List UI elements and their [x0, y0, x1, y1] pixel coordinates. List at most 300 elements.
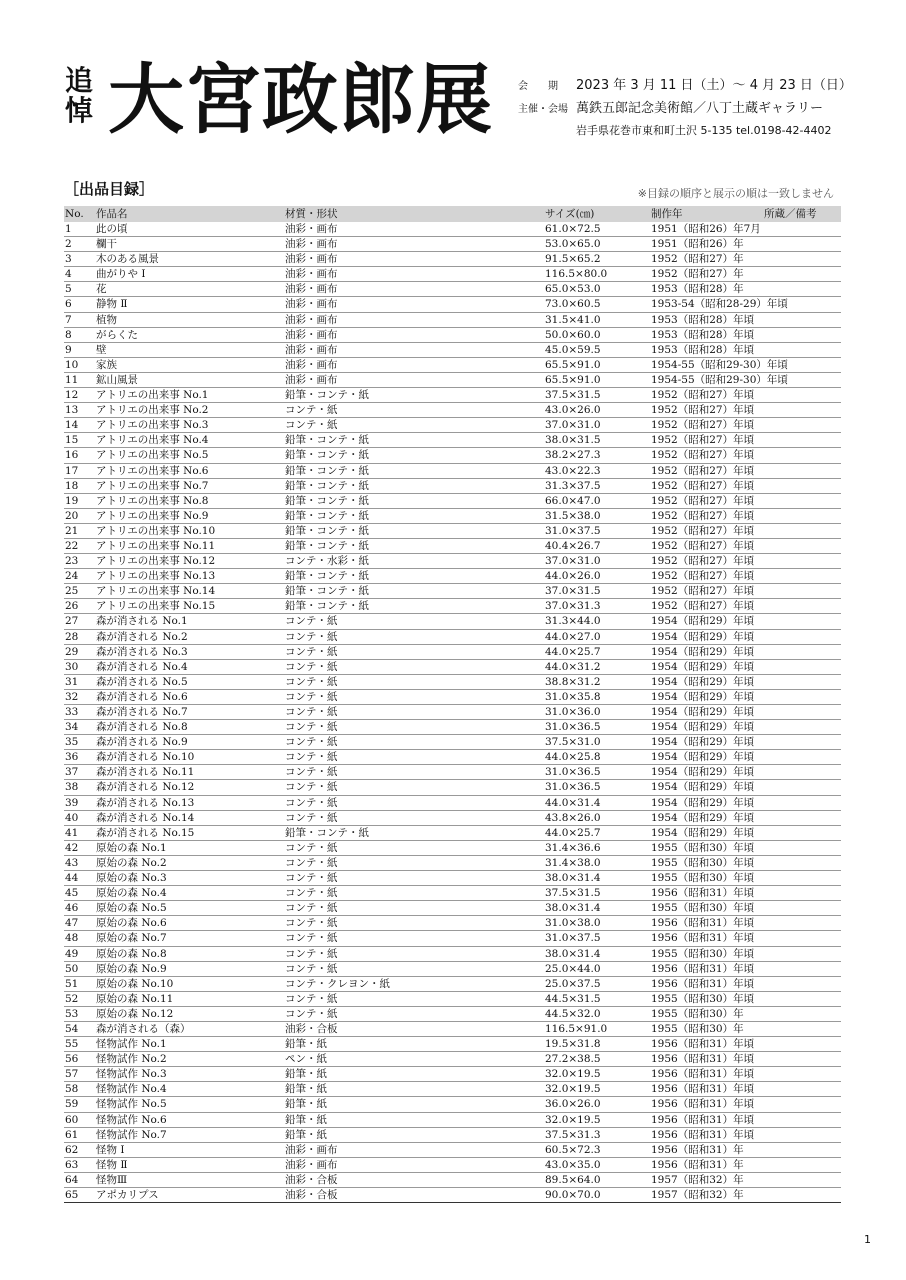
row-material: コンテ・紙	[285, 962, 338, 975]
row-year: 1954（昭和29）年頃	[651, 645, 755, 658]
row-no: 24	[65, 570, 79, 583]
row-no: 52	[65, 992, 79, 1005]
row-no: 19	[65, 494, 79, 507]
row-year: 1955（昭和30）年頃	[651, 856, 755, 869]
row-size: 32.0×19.5	[545, 1113, 601, 1126]
table-row	[64, 464, 841, 479]
row-size: 31.0×36.5	[545, 766, 601, 779]
row-size: 43.0×22.3	[545, 464, 601, 477]
row-material: 油彩・画布	[285, 283, 338, 296]
table-row	[64, 841, 841, 856]
row-no: 36	[65, 751, 79, 764]
row-size: 31.4×36.6	[545, 841, 601, 854]
row-size: 44.0×25.7	[545, 826, 601, 839]
row-title: アトリエの出来事 No.1	[96, 389, 209, 402]
row-material: 鉛筆・コンテ・紙	[285, 509, 369, 522]
row-material: 油彩・合板	[285, 1022, 338, 1035]
row-material: コンテ・紙	[285, 917, 338, 930]
table-row	[64, 826, 841, 841]
row-material: コンテ・紙	[285, 630, 338, 643]
row-title: 鉱山風景	[96, 373, 138, 386]
row-material: 鉛筆・コンテ・紙	[285, 585, 369, 598]
row-year: 1952（昭和27）年頃	[651, 509, 755, 522]
row-year: 1955（昭和30）年	[651, 1022, 744, 1035]
row-no: 44	[65, 872, 79, 885]
row-title: 原始の森 No.6	[96, 917, 167, 930]
row-material: 油彩・画布	[285, 358, 338, 371]
table-row	[64, 856, 841, 871]
row-title: がらくた	[96, 328, 138, 341]
row-no: 64	[65, 1173, 79, 1186]
table-row	[64, 690, 841, 705]
row-no: 60	[65, 1113, 79, 1126]
row-material: コンテ・紙	[285, 932, 338, 945]
row-no: 4	[65, 268, 72, 281]
row-title: 怪物試作 No.6	[96, 1113, 167, 1126]
row-material: 鉛筆・コンテ・紙	[285, 826, 369, 839]
row-title: 原始の森 No.11	[96, 992, 174, 1005]
row-no: 9	[65, 343, 72, 356]
row-size: 25.0×44.0	[545, 962, 601, 975]
row-size: 37.5×31.5	[545, 887, 601, 900]
table-row	[64, 252, 841, 267]
row-no: 2	[65, 238, 72, 251]
row-material: コンテ・水彩・紙	[285, 555, 369, 568]
row-size: 31.4×38.0	[545, 856, 601, 869]
table-row	[64, 1113, 841, 1128]
row-material: コンテ・紙	[285, 675, 338, 688]
row-no: 21	[65, 524, 79, 537]
row-title: アトリエの出来事 No.15	[96, 600, 216, 613]
row-material: 鉛筆・コンテ・紙	[285, 570, 369, 583]
row-material: 鉛筆・コンテ・紙	[285, 464, 369, 477]
row-year: 1954（昭和29）年頃	[651, 721, 755, 734]
table-row	[64, 1037, 841, 1052]
table-row	[64, 645, 841, 660]
row-size: 38.0×31.4	[545, 872, 601, 885]
table-row	[64, 479, 841, 494]
row-no: 63	[65, 1158, 79, 1171]
row-year: 1956（昭和31）年頃	[651, 1098, 755, 1111]
row-material: 鉛筆・コンテ・紙	[285, 600, 369, 613]
row-year: 1952（昭和27）年頃	[651, 555, 755, 568]
row-title: 原始の森 No.5	[96, 902, 167, 915]
table-row	[64, 569, 841, 584]
row-title: 原始の森 No.4	[96, 887, 167, 900]
row-size: 37.5×31.5	[545, 389, 601, 402]
row-no: 40	[65, 811, 79, 824]
row-title: 欄干	[96, 238, 117, 251]
row-no: 58	[65, 1083, 79, 1096]
row-material: コンテ・紙	[285, 796, 338, 809]
row-year: 1954（昭和29）年頃	[651, 781, 755, 794]
row-title: 森が消される No.7	[96, 706, 188, 718]
row-title: 木のある風景	[96, 253, 159, 266]
table-row	[64, 524, 841, 539]
row-material: 油彩・画布	[285, 238, 338, 251]
table-row	[64, 433, 841, 448]
row-title: アトリエの出来事 No.12	[96, 555, 216, 568]
table-row	[64, 1158, 841, 1173]
table-row	[64, 1082, 841, 1097]
row-no: 17	[65, 464, 79, 477]
row-no: 8	[65, 328, 72, 341]
row-year: 1951（昭和26）年	[651, 238, 744, 251]
row-title: 怪物 Ⅱ	[96, 1158, 128, 1171]
row-material: 鉛筆・紙	[285, 1128, 327, 1141]
row-title: 森が消される（森）	[96, 1022, 191, 1035]
page-number: 1	[864, 1233, 871, 1246]
table-row	[64, 735, 841, 750]
row-no: 46	[65, 902, 79, 915]
row-no: 47	[65, 917, 79, 930]
row-title: アトリエの出来事 No.13	[96, 570, 216, 583]
row-material: 油彩・画布	[285, 223, 338, 235]
row-material: コンテ・紙	[285, 721, 338, 734]
row-size: 44.0×31.2	[545, 660, 601, 673]
row-no: 1	[65, 223, 72, 235]
host-value: 萬鉄五郎記念美術館／八丁土蔵ギャラリー	[576, 101, 824, 116]
row-year: 1952（昭和27）年頃	[651, 539, 755, 552]
row-year: 1954（昭和29）年頃	[651, 675, 755, 688]
row-no: 5	[65, 283, 72, 296]
row-year: 1954（昭和29）年頃	[651, 630, 755, 643]
row-material: 鉛筆・紙	[285, 1113, 327, 1126]
row-title: 森が消される No.4	[96, 660, 188, 673]
row-year: 1952（昭和27）年頃	[651, 464, 755, 477]
table-row	[64, 720, 841, 735]
row-year: 1954（昭和29）年頃	[651, 826, 755, 839]
row-material: 油彩・画布	[285, 313, 338, 326]
row-year: 1952（昭和27）年頃	[651, 389, 755, 402]
row-title: 怪物試作 No.3	[96, 1068, 167, 1081]
table-row	[64, 373, 841, 388]
row-title: アトリエの出来事 No.4	[96, 434, 209, 447]
row-year: 1956（昭和31）年頃	[651, 1113, 755, 1126]
row-no: 48	[65, 932, 79, 945]
row-size: 89.5×64.0	[545, 1173, 601, 1186]
row-year: 1955（昭和30）年頃	[651, 947, 755, 960]
row-year: 1956（昭和31）年頃	[651, 887, 755, 900]
row-no: 59	[65, 1098, 79, 1111]
row-size: 31.0×36.0	[545, 706, 601, 718]
row-year: 1954（昭和29）年頃	[651, 751, 755, 764]
row-size: 91.5×65.2	[545, 253, 601, 266]
row-no: 45	[65, 887, 79, 900]
table-row	[64, 237, 841, 252]
row-no: 12	[65, 389, 79, 402]
row-material: 油彩・合板	[285, 1189, 338, 1201]
row-year: 1956（昭和31）年頃	[651, 1038, 755, 1051]
table-row	[64, 267, 841, 282]
table-row	[64, 660, 841, 675]
col-year: 制作年	[651, 208, 683, 220]
row-material: 油彩・画布	[285, 298, 338, 311]
row-material: コンテ・紙	[285, 781, 338, 794]
row-year: 1954（昭和29）年頃	[651, 796, 755, 809]
row-size: 31.3×37.5	[545, 479, 601, 492]
row-no: 61	[65, 1128, 79, 1141]
row-year: 1957（昭和32）年	[651, 1173, 744, 1186]
row-year: 1952（昭和27）年頃	[651, 494, 755, 507]
row-no: 27	[65, 615, 79, 628]
row-no: 11	[65, 373, 79, 386]
table-row	[64, 343, 841, 358]
table-row	[64, 901, 841, 916]
memorial-char-1: 追	[64, 64, 93, 97]
row-no: 49	[65, 947, 79, 960]
row-material: 鉛筆・紙	[285, 1038, 327, 1051]
row-title: アトリエの出来事 No.11	[96, 539, 216, 552]
row-size: 37.0×31.0	[545, 419, 601, 432]
table-row	[64, 886, 841, 901]
row-year: 1956（昭和31）年頃	[651, 1053, 755, 1066]
table-row	[64, 962, 841, 977]
row-title: 此の頃	[96, 223, 128, 235]
row-title: 怪物試作 No.5	[96, 1098, 167, 1111]
table-row	[64, 494, 841, 509]
row-material: ペン・紙	[285, 1053, 327, 1066]
row-size: 45.0×59.5	[545, 343, 601, 356]
row-size: 44.0×27.0	[545, 630, 601, 643]
row-size: 25.0×37.5	[545, 977, 601, 990]
row-no: 54	[65, 1022, 79, 1035]
row-material: コンテ・紙	[285, 856, 338, 869]
row-title: 家族	[96, 358, 117, 371]
row-material: 鉛筆・コンテ・紙	[285, 494, 369, 507]
row-no: 13	[65, 404, 79, 417]
col-owner: 所蔵／備考	[764, 208, 817, 220]
table-row	[64, 599, 841, 614]
row-material: コンテ・クレヨン・紙	[285, 977, 390, 990]
row-size: 44.5×32.0	[545, 1007, 601, 1020]
row-size: 36.0×26.0	[545, 1098, 601, 1111]
row-material: 鉛筆・コンテ・紙	[285, 389, 369, 402]
row-title: 原始の森 No.3	[96, 872, 167, 885]
row-size: 44.5×31.5	[545, 992, 601, 1005]
row-title: 原始の森 No.1	[96, 841, 167, 854]
row-size: 116.5×80.0	[545, 268, 608, 281]
row-year: 1956（昭和31）年頃	[651, 1128, 755, 1141]
row-material: 油彩・画布	[285, 328, 338, 341]
row-material: コンテ・紙	[285, 902, 338, 915]
row-year: 1954-55（昭和29-30）年頃	[651, 373, 788, 386]
period-line	[518, 76, 852, 96]
row-year: 1957（昭和32）年	[651, 1189, 744, 1201]
row-material: コンテ・紙	[285, 645, 338, 658]
period-value: 2023 年 3 月 11 日（土）～ 4 月 23 日（日）	[576, 78, 852, 93]
row-material: 油彩・画布	[285, 343, 338, 356]
row-size: 31.5×38.0	[545, 509, 601, 522]
table-row	[64, 388, 841, 403]
row-no: 33	[65, 706, 79, 718]
row-year: 1954（昭和29）年頃	[651, 615, 755, 628]
row-material: コンテ・紙	[285, 841, 338, 854]
row-year: 1953（昭和28）年	[651, 283, 744, 296]
row-title: 森が消される No.9	[96, 736, 188, 749]
table-row	[64, 1188, 841, 1203]
table-row	[64, 1007, 841, 1022]
row-title: 原始の森 No.12	[96, 1007, 174, 1020]
row-material: 油彩・画布	[285, 1143, 338, 1156]
row-material: コンテ・紙	[285, 992, 338, 1005]
table-row	[64, 1052, 841, 1067]
row-no: 38	[65, 781, 79, 794]
row-size: 31.0×36.5	[545, 721, 601, 734]
row-no: 18	[65, 479, 79, 492]
row-size: 31.0×36.5	[545, 781, 601, 794]
row-no: 39	[65, 796, 79, 809]
row-title: アトリエの出来事 No.14	[96, 585, 216, 598]
row-year: 1953（昭和28）年頃	[651, 313, 755, 326]
table-row	[64, 313, 841, 328]
table-row	[64, 358, 841, 373]
col-size: サイズ(㎝)	[545, 208, 595, 220]
row-title: アトリエの出来事 No.5	[96, 449, 209, 462]
row-no: 42	[65, 841, 79, 854]
row-title: 森が消される No.6	[96, 690, 188, 703]
row-material: 鉛筆・コンテ・紙	[285, 539, 369, 552]
row-no: 6	[65, 298, 72, 311]
row-title: 怪物試作 No.2	[96, 1053, 167, 1066]
row-title: 原始の森 No.9	[96, 962, 167, 975]
row-material: 油彩・画布	[285, 253, 338, 266]
table-body	[64, 222, 841, 1203]
row-no: 10	[65, 358, 79, 371]
row-year: 1955（昭和30）年頃	[651, 841, 755, 854]
table-row	[64, 584, 841, 599]
row-title: 壁	[96, 343, 107, 356]
col-no: No.	[65, 208, 84, 220]
table-header	[64, 206, 841, 222]
row-title: 静物 Ⅱ	[96, 298, 128, 311]
row-material: コンテ・紙	[285, 615, 338, 628]
row-size: 32.0×19.5	[545, 1068, 601, 1081]
row-no: 35	[65, 736, 79, 749]
row-size: 53.0×65.0	[545, 238, 601, 251]
row-year: 1952（昭和27）年頃	[651, 570, 755, 583]
row-title: アトリエの出来事 No.2	[96, 404, 209, 417]
row-no: 14	[65, 419, 79, 432]
row-size: 50.0×60.0	[545, 328, 601, 341]
row-size: 19.5×31.8	[545, 1038, 601, 1051]
row-material: 鉛筆・コンテ・紙	[285, 524, 369, 537]
row-title: 怪物 Ⅰ	[96, 1143, 125, 1156]
row-size: 44.0×31.4	[545, 796, 601, 809]
table-row	[64, 328, 841, 343]
row-size: 116.5×91.0	[545, 1022, 608, 1035]
row-no: 34	[65, 721, 79, 734]
row-size: 40.4×26.7	[545, 539, 601, 552]
row-year: 1952（昭和27）年頃	[651, 449, 755, 462]
row-no: 31	[65, 675, 79, 688]
row-size: 60.5×72.3	[545, 1143, 601, 1156]
row-material: 鉛筆・紙	[285, 1098, 327, 1111]
row-size: 31.0×38.0	[545, 917, 601, 930]
row-material: コンテ・紙	[285, 887, 338, 900]
row-size: 61.0×72.5	[545, 223, 601, 235]
table-row	[64, 403, 841, 418]
table-row	[64, 282, 841, 297]
row-title: アトリエの出来事 No.7	[96, 479, 209, 492]
row-year: 1956（昭和31）年	[651, 1143, 744, 1156]
row-no: 30	[65, 660, 79, 673]
row-year: 1952（昭和27）年	[651, 253, 744, 266]
row-title: 原始の森 No.8	[96, 947, 167, 960]
row-no: 3	[65, 253, 72, 266]
order-note: ※目録の順序と展示の順は一致しません	[637, 187, 834, 200]
row-size: 37.0×31.0	[545, 555, 601, 568]
row-year: 1952（昭和27）年頃	[651, 479, 755, 492]
row-title: 森が消される No.5	[96, 675, 188, 688]
row-size: 31.0×35.8	[545, 690, 601, 703]
row-material: 油彩・合板	[285, 1173, 338, 1186]
row-title: アトリエの出来事 No.9	[96, 509, 209, 522]
row-year: 1952（昭和27）年頃	[651, 600, 755, 613]
row-year: 1953（昭和28）年頃	[651, 343, 755, 356]
row-year: 1955（昭和30）年頃	[651, 872, 755, 885]
row-title: アトリエの出来事 No.3	[96, 419, 209, 432]
row-title: 森が消される No.10	[96, 751, 195, 764]
row-size: 37.5×31.3	[545, 1128, 601, 1141]
row-title: 森が消される No.3	[96, 645, 188, 658]
row-year: 1956（昭和31）年頃	[651, 1083, 755, 1096]
table-row	[64, 297, 841, 312]
row-title: 植物	[96, 313, 117, 326]
row-size: 38.2×27.3	[545, 449, 601, 462]
table-row	[64, 1143, 841, 1158]
table-row	[64, 539, 841, 554]
row-title: 怪物試作 No.7	[96, 1128, 167, 1141]
row-no: 41	[65, 826, 79, 839]
row-no: 28	[65, 630, 79, 643]
table-row	[64, 796, 841, 811]
table-row	[64, 780, 841, 795]
row-size: 43.0×35.0	[545, 1158, 601, 1171]
row-no: 62	[65, 1143, 79, 1156]
row-no: 65	[65, 1189, 79, 1201]
row-year: 1952（昭和27）年頃	[651, 419, 755, 432]
row-year: 1954（昭和29）年頃	[651, 690, 755, 703]
row-size: 44.0×26.0	[545, 570, 601, 583]
row-size: 31.3×44.0	[545, 615, 601, 628]
row-size: 38.0×31.4	[545, 947, 601, 960]
row-material: コンテ・紙	[285, 690, 338, 703]
row-year: 1955（昭和30）年頃	[651, 992, 755, 1005]
row-year: 1952（昭和27）年頃	[651, 524, 755, 537]
table-row	[64, 992, 841, 1007]
exhibition-title: 大宮政郎展	[108, 55, 493, 144]
table-row	[64, 1067, 841, 1082]
row-material: 油彩・画布	[285, 268, 338, 281]
row-title: 怪物Ⅲ	[96, 1173, 128, 1186]
section-title: ［出品目録］	[64, 180, 155, 198]
table-row	[64, 222, 841, 237]
row-year: 1952（昭和27）年頃	[651, 585, 755, 598]
row-material: コンテ・紙	[285, 947, 338, 960]
row-material: 鉛筆・コンテ・紙	[285, 479, 369, 492]
row-size: 32.0×19.5	[545, 1083, 601, 1096]
row-no: 57	[65, 1068, 79, 1081]
row-year: 1954（昭和29）年頃	[651, 811, 755, 824]
row-material: 油彩・画布	[285, 1158, 338, 1171]
row-no: 50	[65, 962, 79, 975]
row-size: 65.5×91.0	[545, 358, 601, 371]
table-row	[64, 630, 841, 645]
table-row	[64, 765, 841, 780]
row-material: コンテ・紙	[285, 766, 338, 779]
row-no: 43	[65, 856, 79, 869]
